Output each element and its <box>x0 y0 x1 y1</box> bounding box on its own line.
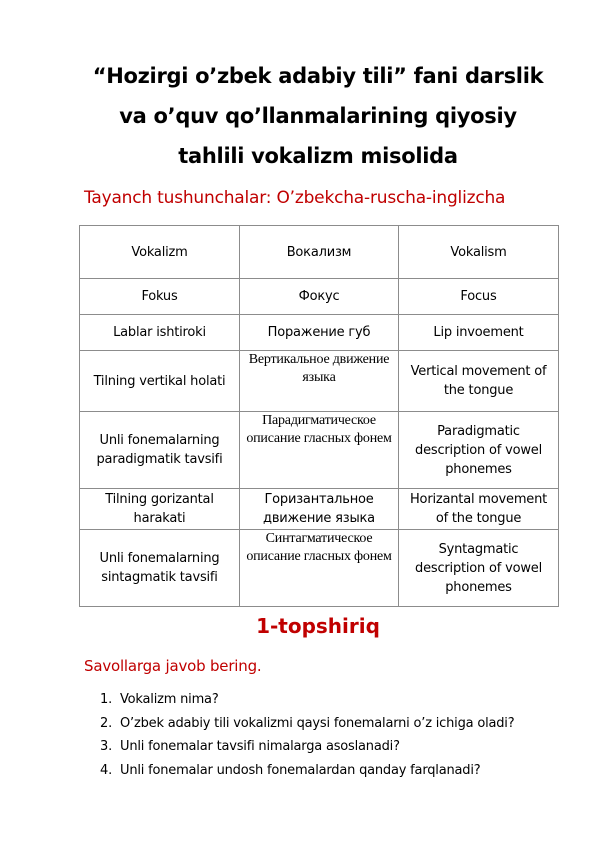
table-row <box>80 315 559 351</box>
russian-term: Вокализм <box>240 226 399 279</box>
english-term: Vertical movement of the tongue <box>399 351 559 412</box>
russian-term: Вертикальное движение языка <box>240 351 399 412</box>
item-number: 4. <box>100 762 113 778</box>
terms-table <box>79 225 559 607</box>
russian-term: Горизантальное движение языка <box>240 489 399 530</box>
title-line-3: tahlili vokalizm misolida <box>178 144 458 168</box>
list-item <box>100 688 514 712</box>
title-line-1: “Hozirgi o’zbek adabiy tili” fani darslik <box>92 64 544 88</box>
question-text: Unli fonemalar tavsifi nimalarga asoslanadi? <box>120 739 400 754</box>
uzbek-term: Unli fonemalarning sintagmatik tavsifi <box>80 530 240 607</box>
uzbek-term: Vokalizm <box>80 226 240 279</box>
uzbek-term: Lablar ishtiroki <box>80 315 240 351</box>
question-text: Vokalizm nima? <box>120 692 219 707</box>
english-term: Lip invoement <box>399 315 559 351</box>
item-number: 2. <box>100 715 113 731</box>
uzbek-term: Tilning gorizantal harakati <box>80 489 240 530</box>
item-number: 1. <box>100 692 113 707</box>
russian-term: Парадигматическое описание гласных фонем <box>240 412 399 489</box>
uzbek-term: Fokus <box>80 279 240 315</box>
russian-term: Синтагматическое описание гласных фонем <box>240 530 399 607</box>
question-text: Unli fonemalar undosh fonemalardan qanday farqlanadi? <box>120 762 481 778</box>
english-term: Paradigmatic description of vowel phonemes <box>399 412 559 489</box>
english-term: Vokalism <box>399 226 559 279</box>
table-row <box>80 412 559 489</box>
table-row <box>80 489 559 530</box>
english-term: Focus <box>399 279 559 315</box>
title-line-2: va o’quv qo’llanmalarining qiyosiy <box>119 104 517 128</box>
task-heading: 1-topshiriq <box>256 614 380 638</box>
questions-list <box>100 688 514 782</box>
list-item <box>100 735 514 759</box>
document-title <box>70 56 566 176</box>
table-row <box>80 226 559 279</box>
table-row <box>80 351 559 412</box>
item-number: 3. <box>100 739 113 754</box>
instruction-text: Savollarga javob bering. <box>84 657 262 675</box>
english-term: Syntagmatic description of vowel phonemes <box>399 530 559 607</box>
russian-term: Поражение губ <box>240 315 399 351</box>
uzbek-term: Tilning vertikal holati <box>80 351 240 412</box>
table-row <box>80 530 559 607</box>
key-concepts-heading: Tayanch tushunchalar: O’zbekcha-ruscha-inglizcha <box>84 188 506 208</box>
russian-term: Фокус <box>240 279 399 315</box>
list-item <box>100 759 514 783</box>
english-term: Horizantal movement of the tongue <box>399 489 559 530</box>
list-item <box>100 712 514 736</box>
uzbek-term: Unli fonemalarning paradigmatik tavsifi <box>80 412 240 489</box>
question-text: O’zbek adabiy tili vokalizmi qaysi fonemalarni o’z ichiga oladi? <box>120 715 515 731</box>
table-row <box>80 279 559 315</box>
